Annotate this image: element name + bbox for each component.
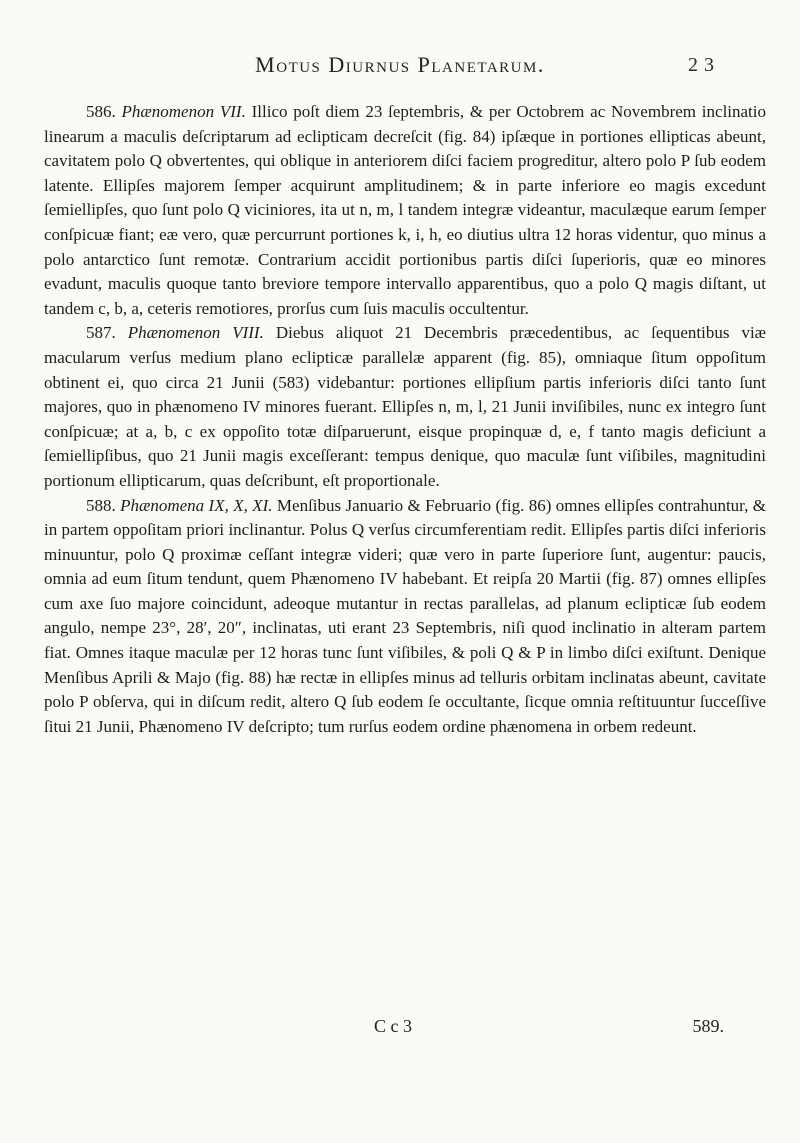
paragraph-number: 588.: [86, 495, 116, 515]
paragraph-label: Phænomenon VIII.: [127, 323, 264, 343]
paragraph-text: Illico poſt diem 23 ſeptembris, & per Octobrem ac Novembrem inclinatio linearum a maculis deſcriptarum ad eclipticam decreſcit (fig. 84) ipſæque in portiones ellipticas abeunt, cavitatem polo Q obvertentes, qui oblique in anteriorem diſci faciem progreditur, altero polo P ſub eodem latente. Ellipſes majorem ſemper acquirunt amplitudinem; & in parte inferiore eo magis excedunt ſemiellipſes, quo ſunt polo Q viciniores, ita ut n, m, l tandem integræ videantur, maculæque earum ſemper conſpicuæ fiant; eæ vero, quæ percurrunt portiones k, i, h, eo diutius ultra 12 horas videntur, quo minus a polo antarctico ſunt remotæ. Contrarium accidit portionibus partis diſci ſuperioris, quæ eo minores evadunt, maculis quoque tanto breviore tempore intervallo apparentibus, quo a polo Q magis diſtant, ut tandem c, b, a, ceteris remotiores, prorſus cum ſuis maculis occultentur.: [44, 102, 767, 318]
body-text: [44, 100, 766, 739]
running-head: [80, 52, 720, 86]
paragraph-587: [44, 321, 766, 493]
paragraph-text: Diebus aliquot 21 Decembris præcedentibus, ac ſequentibus viæ macularum verſus medium plano eclipticæ parallelæ apparent (fig. 85), omniaque ſitum oppoſitum obtinent ei, quo circa 21 Junii (583) videbantur: portiones ellipſium partis inferioris diſci tanto ſunt majores, quo in phænomeno IV minores fuerant. Ellipſes n, m, l, 21 Junii inviſibiles, nunc ex integro ſunt conſpicuæ; at a, b, c ex oppoſito totæ diſparuerunt, eisque propinquæ d, e, f tanto magis deficiunt a ſemiellipſibus, quo 21 Junii magis exceſſerant: tempus denique, quo maculæ ſunt viſibiles, magnitudini portionum ellipticarum, quas deſcribunt, eſt proportionale.: [44, 323, 767, 490]
paragraph-label: Phænomena IX, X, XI.: [120, 495, 273, 515]
paragraph-number: 587.: [86, 323, 116, 343]
paragraph-text: Menſibus Januario & Februario (fig. 86) omnes ellipſes contrahuntur, & in partem oppoſitam priori inclinantur. Polus Q verſus circumferentiam redit. Ellipſes partis diſci inferioris minuuntur, polo Q proximæ ceſſant integræ videri; quæ vero in parte ſuperiore ſunt, augentur: paucis, omnia ad eum ſitum tendunt, quem Phænomeno IV habebant. Et reipſa 20 Martii (fig. 87) omnes ellipſes cum axe ſuo majore coincidunt, adeoque mutantur in rectas parallelas, ad planum eclipticæ ſub eodem angulo, nempe 23°, 28′, 20″, inclinatas, uti erant 23 Septembris, niſi quod inclinatio in alteram partem fiat. Omnes itaque maculæ per 12 horas tunc ſunt viſibiles, & poli Q & P in limbo diſci exiſtunt. Denique Menſibus Aprili & Majo (fig. 88) hæ rectæ in ellipſes minus ad telluris orbitam inclinatas abeunt, cavitate polo P obſerva, qui in diſcum redit, altero Q ſub eodem ſe occultante, ſicque omnia reſtituuntur ſucceſſive ſitui 21 Junii, Phænomeno IV deſcripto; tum rurſus eodem ordine phænomena in orbem redeunt.: [44, 495, 766, 736]
catchword: 589.: [692, 1016, 724, 1036]
page-title: Motus Diurnus Planetarum.: [255, 52, 545, 77]
paragraph-number: 586.: [86, 102, 116, 121]
page-number: 23: [688, 54, 720, 76]
page-footer: [44, 1016, 766, 1044]
paragraph-label: Phænomenon VII.: [121, 102, 246, 121]
paragraph-586: [44, 100, 766, 321]
signature-mark: C c 3: [374, 1016, 412, 1036]
paragraph-588: [44, 494, 766, 740]
